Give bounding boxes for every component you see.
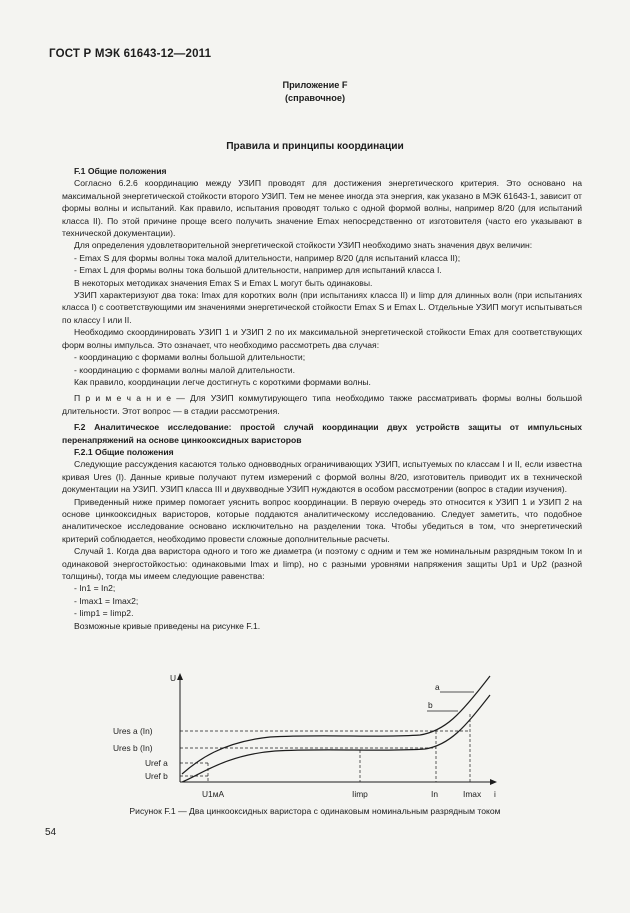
y-label-ures-b: Ures b (In) (113, 743, 153, 753)
equation-item: - Iimp1 = Iimp2. (74, 608, 134, 619)
section-heading-f21: F.2.1 Общие положения (74, 446, 174, 457)
y-label-ures-a: Ures a (In) (113, 726, 153, 736)
list-item: - Emax S для формы волны тока малой длительности, например 8/20 (для испытаний класса II); (74, 252, 461, 263)
note: П р и м е ч а н и е — Для УЗИП коммутирующего типа необходимо также рассматривать формы волны большой длительности. Этот вопрос — в стадии рассмотрения. (62, 393, 582, 416)
curve-b (182, 695, 490, 782)
page-number: 54 (45, 827, 57, 838)
curve-a (182, 676, 490, 774)
x-label-u1ma: U1мА (202, 789, 225, 799)
paragraph: Для определения удовлетворительной энергетической стойкости УЗИП необходимо знать значения двух величин: (74, 240, 533, 251)
list-item: - Emax L для формы волны тока большой длительности, например для испытаний класса I. (74, 265, 442, 276)
paragraph: Согласно 6.2.6 координацию между УЗИП проводят для достижения энергетического критерия. Это основано на максимальной энергетической стойкости второго УЗИП. Тем не менее иногда эта энергия, как указано в МЭК 61643-1, зависит от формы волны и испытаний. Как правило, испытания проводят только с одной формой волны, например 8/20 (для испытаний класса II). По этой причине проще всего получить значение Emax непосредственно от изготовителя (часто его указывают в технической документации). (62, 178, 582, 239)
x-label-iimp: Iimp (352, 789, 368, 799)
annex-title: Правила и принципы координации (226, 141, 404, 152)
list-item: - координацию с формами волны малой длительности. (74, 364, 295, 375)
paragraph: Необходимо скоординировать УЗИП 1 и УЗИП 2 по их максимальной энергетической стойкости Emax для соответствующих форм волны импульса. Это означает, что необходимо рассмотреть два случая: (62, 327, 582, 350)
section-heading-f1: F.1 Общие положения (74, 166, 167, 176)
paragraph: УЗИП характеризуют два тока: Imax для коротких волн (при испытаниях класса II) и Iimp для длинных волн (при испытаниях класса I) с соответствующими им значениями энергетической стойкости Emax S и Emax L. Отдельные УЗИП могут испытываться по классу I или II. (62, 290, 582, 325)
y-axis-label: U (170, 673, 177, 683)
paragraph: В некоторых методиках значения Emax S и Emax L могут быть одинаковы. (74, 277, 373, 288)
standard-header: ГОСТ Р МЭК 61643-12—2011 (49, 48, 212, 60)
figure-caption: Рисунок F.1 — Два цинкооксидных варистора с одинаковым номинальным разрядным током (129, 806, 501, 816)
paragraph: Случай 1. Когда два варистора одного и того же диаметра (и поэтому с одним и тем же номинальным разрядным током In и одинаковой энергостойкостью: одинаковыми Imax и Iimp), но с разными уровнями напряжения защиты Up1 и Up2 (разной толщины), тогда мы имеем следующие равенства: (62, 546, 582, 581)
paragraph: Приведенный ниже пример помогает уяснить вопрос координации. В первую очередь это относится к УЗИП 1 и УЗИП 2 на основе цинкооксидных варисторов, которые поддаются аналитическому исследованию. Следует заметить, что подобное аналитическое исследование основано исключительно на разделении тока. Чтобы убедиться в том, что энергетический критерий соблюдается, необходимо провести сложные дополнительные расчеты. (62, 496, 582, 544)
y-label-uref-b: Uref b (145, 771, 168, 781)
x-label-imax: Imax (463, 789, 482, 799)
curve-b-label: b (428, 700, 433, 710)
equation-item: - In1 = In2; (74, 583, 116, 594)
y-label-uref-a: Uref a (145, 758, 168, 768)
curve-a-label: a (435, 682, 440, 692)
equation-item: - Imax1 = Imax2; (74, 595, 139, 606)
paragraph: Следующие рассуждения касаются только одновводных ограничивающих УЗИП, испытуемых по классам I и II, если известна кривая Ures (I). Данные кривые получают путем измерений с формой волны 8/20, изготовитель приводит их в технической документации на УЗИП. УЗИП класса III и двухвводные УЗИП нуждаются в особом рассмотрении (вопрос в стадии изучения). (62, 459, 582, 495)
section-heading-f2: F.2 Аналитическое исследование: простой случай координации двух устройств защиты от импульсных перенапряжений на основе цинкооксидных варисторов (62, 422, 582, 445)
paragraph: Как правило, координации легче достигнуть с короткими формами волны. (74, 376, 371, 387)
annex-note: (справочное) (284, 93, 345, 103)
paragraph: Возможные кривые приведены на рисунке F.1. (74, 620, 261, 631)
x-label-in: In (431, 789, 438, 799)
x-axis-label: i (494, 789, 496, 799)
list-item: - координацию с формами волны большой длительности; (74, 352, 306, 363)
annex-label: Приложение F (282, 80, 348, 90)
